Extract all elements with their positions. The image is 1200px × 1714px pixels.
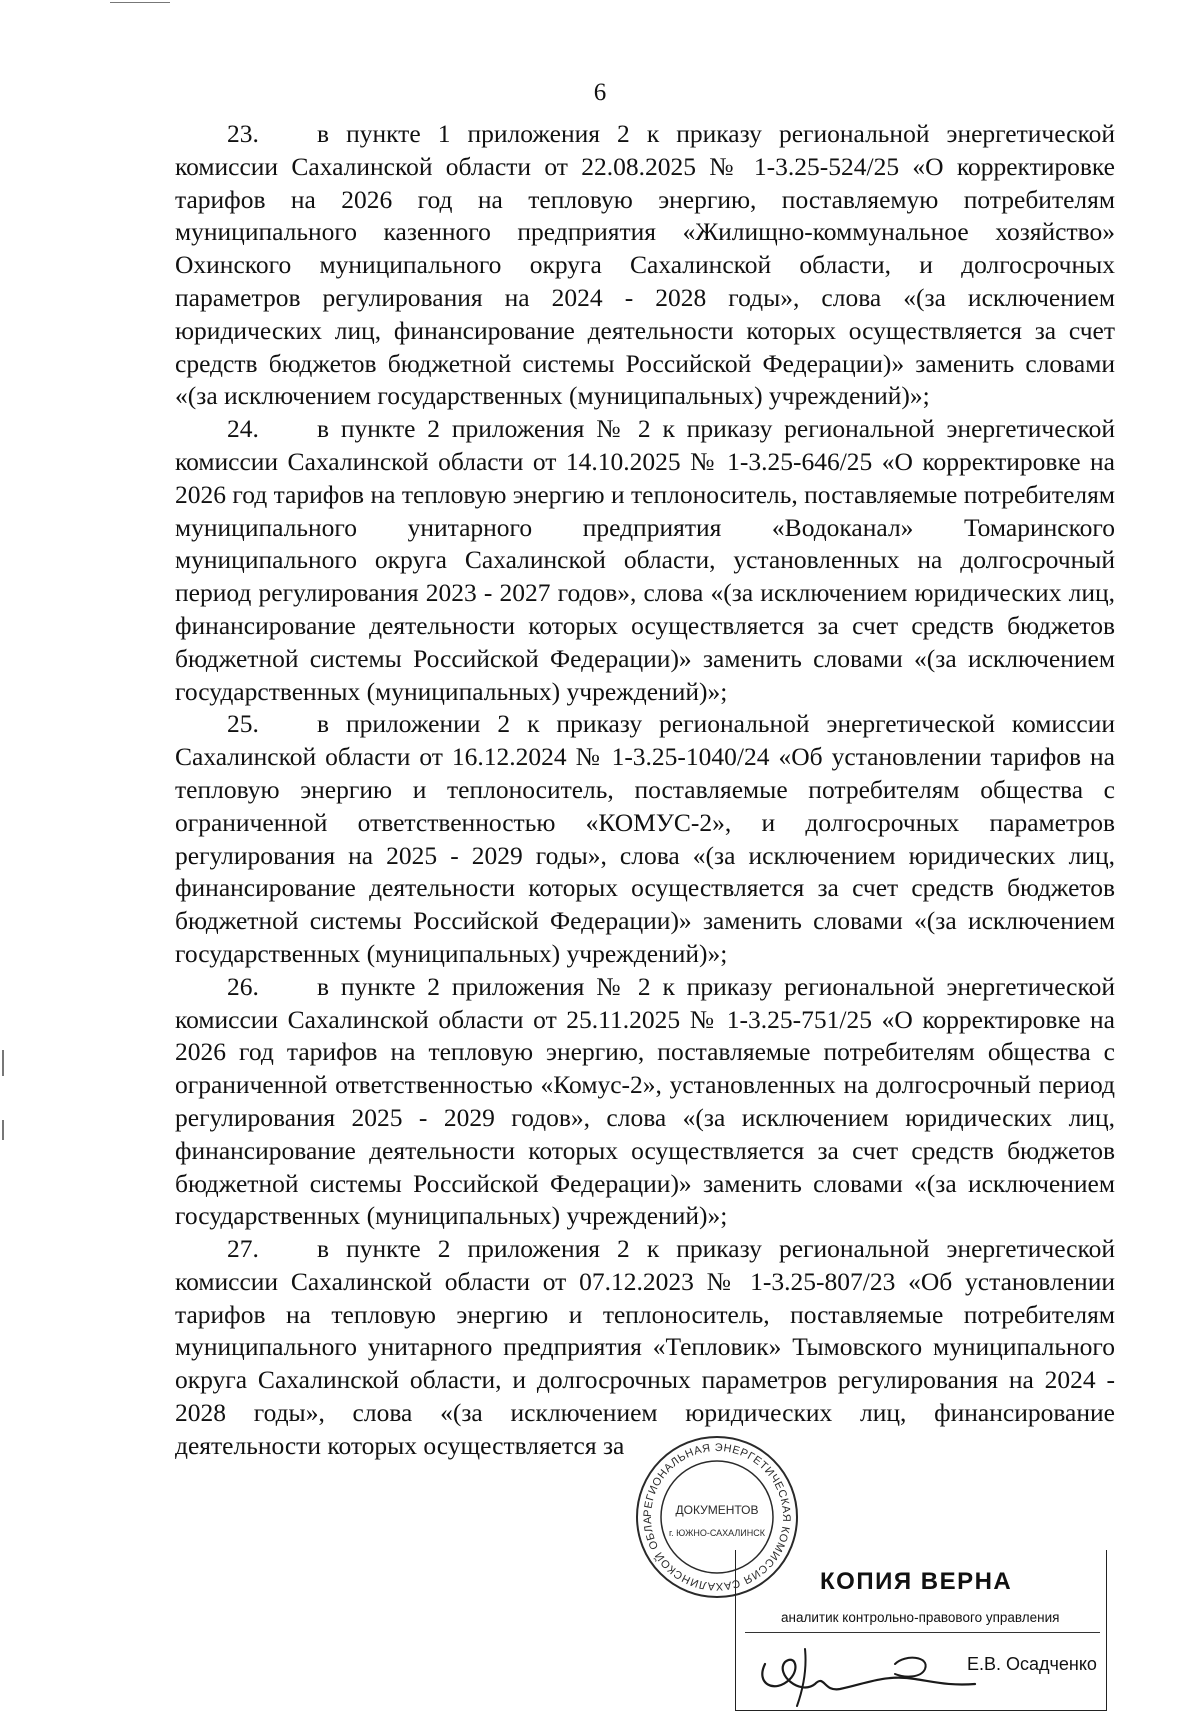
signature-line (745, 1632, 1100, 1633)
item-number: 25. (227, 709, 259, 739)
seal-ring-text: РЕГИОНАЛЬНАЯ ЭНЕРГЕТИЧЕСКАЯ КОМИССИЯ САХАЛИНСКОЙ ОБЛА (641, 1441, 793, 1593)
scan-edge-mark (2, 1120, 4, 1140)
item-number: 27. (227, 1234, 259, 1264)
handwritten-signature (745, 1634, 985, 1709)
certifier-name: Е.В. Осадченко (967, 1654, 1097, 1674)
seal-center-text: ДОКУМЕНТОВ (675, 1503, 759, 1517)
list-item (175, 971, 1115, 1233)
scan-edge-mark (2, 1050, 4, 1076)
document-body (175, 118, 1115, 1463)
certifier-position: аналитик контрольно-правового управления (781, 1610, 1060, 1625)
item-number: 26. (227, 971, 259, 1001)
item-text: в пункте 2 приложения № 2 к приказу региональной энергетической комиссии Сахалинской области от 14.10.2025 № 1-3.25-646/25 «О корректировке на 2026 год тарифов на тепловую энергию и теплоноситель, поставляемые потребителям муниципального унитарного предприятия «Водоканал» Томаринского муниципального округа Сахалинской области, установленных на долгосрочный период регулирования 2023 - 2027 годов», слова «(за исключением юридических лиц, финансирование деятельности которых осуществляется за счет средств бюджетов бюджетной системы Российской Федерации)» заменить словами «(за исключением государственных (муниципальных) учреждений)»; (175, 414, 1115, 706)
item-text: в пункте 2 приложения № 2 к приказу региональной энергетической комиссии Сахалинской области от 25.11.2025 № 1-3.25-751/25 «О корректировке на 2026 год тарифов на тепловую энергию, поставляемые потребителям общества с ограниченной ответственностью «Комус-2», установленных на долгосрочный период регулирования 2025 - 2029 годов», слова «(за исключением юридических лиц, финансирование деятельности которых осуществляется за счет средств бюджетов бюджетной системы Российской Федерации)» заменить словами «(за исключением государственных (муниципальных) учреждений)»; (175, 971, 1115, 1231)
item-text: в приложении 2 к приказу региональной энергетической комиссии Сахалинской области от 16.12.2024 № 1-3.25-1040/24 «Об установлении тарифов на тепловую энергию и теплоноситель, поставляемые потребителям общества с ограниченной ответственностью «КОМУС-2», и долгосрочных параметров регулирования на 2025 - 2029 годы», слова «(за исключением юридических лиц, финансирование деятельности которых осуществляется за счет средств бюджетов бюджетной системы Российской Федерации)» заменить словами «(за исключением государственных (муниципальных) учреждений)»; (175, 709, 1115, 968)
list-item (175, 413, 1115, 708)
item-text: в пункте 2 приложения 2 к приказу региональной энергетической комиссии Сахалинской области от 07.12.2023 № 1-3.25-807/23 «Об установлении тарифов на тепловую энергию и теплоноситель, поставляемые потребителям муниципального унитарного предприятия «Тепловик» Тымовского муниципального округа Сахалинской области, и долгосрочных параметров регулирования на 2024 - 2028 годы», слова «(за исключением юридических лиц, финансирование деятельности которых осуществляется за (175, 1234, 1115, 1460)
item-text: в пункте 1 приложения 2 к приказу региональной энергетической комиссии Сахалинской области от 22.08.2025 № 1-3.25-524/25 «О корректировке тарифов на 2026 год на тепловую энергию, поставляемую потребителям муниципального казенного предприятия «Жилищно-коммунальное хозяйство» Охинского муниципального округа Сахалинской области, и долгосрочных параметров регулирования на 2024 - 2028 годы», слова «(за исключением юридических лиц, финансирование деятельности которых осуществляется за счет средств бюджетов бюджетной системы Российской Федерации)» заменить словами «(за исключением государственных (муниципальных) учреждений)»; (175, 119, 1115, 411)
certification-stamp (735, 1550, 1135, 1710)
list-item (175, 1233, 1115, 1463)
certification-title: КОПИЯ ВЕРНА (820, 1568, 1013, 1595)
list-item (175, 708, 1115, 970)
item-number: 23. (227, 119, 259, 148)
list-item (175, 118, 1115, 413)
seal-bottom-text: г. ЮЖНО-САХАЛИНСК (668, 1528, 766, 1538)
item-number: 24. (227, 414, 259, 444)
scan-edge-mark (110, 2, 170, 3)
page-number: 6 (593, 79, 607, 106)
